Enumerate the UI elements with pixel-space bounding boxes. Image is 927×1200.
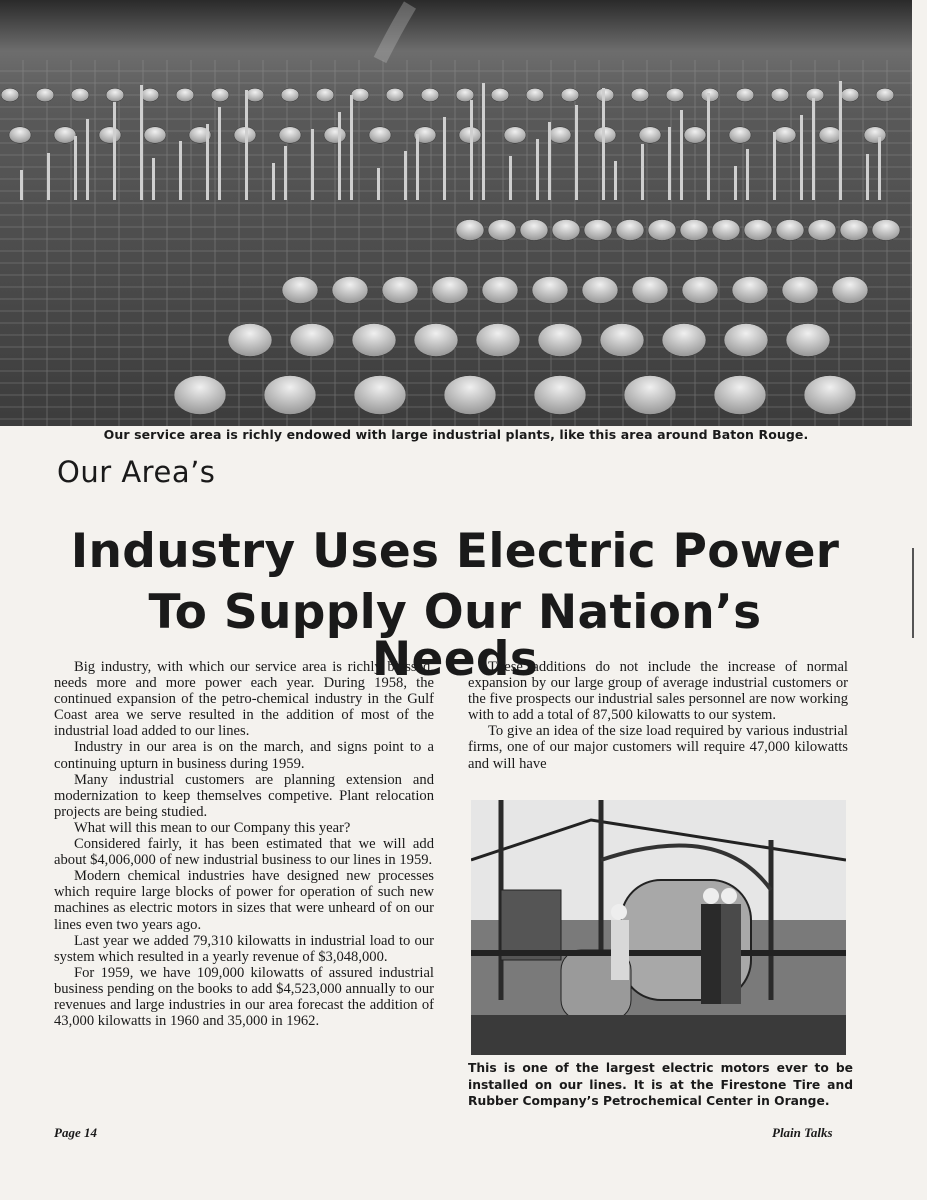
storage-tank bbox=[684, 127, 706, 144]
storage-tank bbox=[549, 127, 571, 144]
storage-tank bbox=[488, 220, 516, 241]
smokestack bbox=[443, 117, 446, 200]
paragraph: Many industrial customers are planning extension and modernization to keep themselves competive. Plant relocation projects are being studied. bbox=[54, 771, 434, 820]
side-photo-caption: This is one of the largest electric motors ever to be installed on our lines. It is at the Firestone Tire and Rubber Company’s Petrochemical Center in Orange. bbox=[468, 1061, 853, 1108]
smokestack bbox=[773, 132, 776, 200]
right-column bbox=[468, 659, 848, 772]
storage-tank bbox=[639, 127, 661, 144]
storage-tank bbox=[228, 324, 272, 357]
storage-tank bbox=[682, 277, 718, 304]
storage-tank bbox=[332, 277, 368, 304]
storage-tank bbox=[491, 88, 509, 102]
page-number: Page 14 bbox=[54, 1125, 97, 1140]
storage-tank bbox=[561, 88, 579, 102]
storage-tank bbox=[482, 277, 518, 304]
refinery-aerial-photo bbox=[0, 0, 912, 426]
electric-motor-photo bbox=[471, 800, 846, 1055]
smokestack bbox=[311, 129, 314, 200]
smokestack bbox=[47, 153, 50, 200]
smokestack bbox=[74, 136, 77, 200]
storage-tank bbox=[144, 127, 166, 144]
storage-tank bbox=[736, 88, 754, 102]
storage-tank bbox=[714, 376, 766, 415]
storage-tank bbox=[9, 127, 31, 144]
storage-tank bbox=[786, 324, 830, 357]
storage-tank bbox=[456, 220, 484, 241]
smokestack bbox=[602, 88, 605, 200]
storage-tank bbox=[526, 88, 544, 102]
storage-tank bbox=[666, 88, 684, 102]
storage-tank bbox=[421, 88, 439, 102]
smokestack bbox=[470, 100, 473, 200]
kicker-heading: Our Area’s bbox=[57, 455, 216, 489]
storage-tank bbox=[771, 88, 789, 102]
paragraph: Considered fairly, it has been estimated that we will add about $4,006,000 of new industrial business to our lines in 1959. bbox=[54, 836, 434, 869]
smokestack bbox=[152, 158, 155, 200]
smokestack bbox=[377, 168, 380, 200]
smokestack bbox=[575, 105, 578, 200]
storage-tank bbox=[211, 88, 229, 102]
storage-tank bbox=[246, 88, 264, 102]
storage-tank bbox=[71, 88, 89, 102]
storage-tank bbox=[106, 88, 124, 102]
storage-tank bbox=[432, 277, 468, 304]
storage-tank bbox=[600, 324, 644, 357]
storage-tank bbox=[774, 127, 796, 144]
storage-tank bbox=[744, 220, 772, 241]
storage-tank bbox=[840, 220, 868, 241]
smokestack bbox=[548, 122, 551, 200]
storage-tank bbox=[532, 277, 568, 304]
storage-tank bbox=[632, 277, 668, 304]
headline-line-1: Industry Uses Electric Power bbox=[70, 524, 840, 579]
smokestack bbox=[614, 161, 617, 200]
smokestack bbox=[140, 85, 143, 200]
smokestack bbox=[272, 163, 275, 200]
storage-tank bbox=[732, 277, 768, 304]
storage-tank bbox=[631, 88, 649, 102]
paragraph: Last year we added 79,310 kilowatts in industrial load to our system which resulted in a yearly revenue of $3,048,000. bbox=[54, 932, 434, 965]
smokestack bbox=[245, 90, 248, 200]
storage-tank bbox=[804, 376, 856, 415]
smokestack bbox=[746, 149, 749, 200]
storage-tank bbox=[552, 220, 580, 241]
storage-tank bbox=[351, 88, 369, 102]
storage-tank bbox=[624, 376, 676, 415]
motor-illustration bbox=[471, 800, 846, 1055]
storage-tank bbox=[864, 127, 886, 144]
publication-name: Plain Talks bbox=[772, 1125, 833, 1140]
storage-tank bbox=[776, 220, 804, 241]
storage-tank bbox=[584, 220, 612, 241]
smokestack bbox=[284, 146, 287, 200]
storage-tank bbox=[444, 376, 496, 415]
storage-tank bbox=[1, 88, 19, 102]
storage-tank bbox=[290, 324, 334, 357]
storage-tank bbox=[36, 88, 54, 102]
smokestack bbox=[86, 119, 89, 200]
storage-tank bbox=[782, 277, 818, 304]
storage-tank bbox=[386, 88, 404, 102]
storage-tank bbox=[520, 220, 548, 241]
storage-tank bbox=[832, 277, 868, 304]
storage-tank bbox=[316, 88, 334, 102]
storage-tank bbox=[176, 88, 194, 102]
top-photo-caption: Our service area is richly endowed with large industrial plants, like this area around Baton Rouge. bbox=[103, 427, 809, 442]
paragraph: To give an idea of the size load required by various industrial firms, one of our major customers will require 47,000 kilowatts and will have bbox=[468, 723, 848, 772]
smokestack bbox=[800, 115, 803, 200]
storage-tank bbox=[504, 127, 526, 144]
paragraph: What will this mean to our Company this year? bbox=[74, 819, 351, 836]
page-edge-mark bbox=[912, 548, 914, 638]
smokestack bbox=[416, 134, 419, 200]
smokestack bbox=[482, 83, 485, 200]
smokestack bbox=[404, 151, 407, 200]
storage-tank bbox=[456, 88, 474, 102]
smokestack bbox=[839, 81, 842, 200]
smokestack bbox=[878, 137, 881, 200]
smokestack bbox=[350, 95, 353, 200]
storage-tank bbox=[264, 376, 316, 415]
smokestack bbox=[113, 102, 116, 200]
left-column bbox=[54, 659, 434, 1029]
paragraph: Modern chemical industries have designed new processes which require large blocks of power for operation of such new machines as electric motors in sizes that were unheard of on our lines even two years ago. bbox=[54, 868, 434, 933]
storage-tank bbox=[99, 127, 121, 144]
storage-tank bbox=[54, 127, 76, 144]
smokestack bbox=[668, 127, 671, 200]
storage-tank bbox=[616, 220, 644, 241]
storage-tank bbox=[729, 127, 751, 144]
refinery-illustration bbox=[0, 0, 912, 426]
storage-tank bbox=[174, 376, 226, 415]
storage-tank bbox=[476, 324, 520, 357]
storage-tank bbox=[648, 220, 676, 241]
storage-tank bbox=[872, 220, 900, 241]
smokestack bbox=[812, 98, 815, 200]
storage-tank bbox=[354, 376, 406, 415]
smokestack bbox=[218, 107, 221, 200]
smokestack bbox=[20, 170, 23, 200]
storage-tank bbox=[282, 277, 318, 304]
storage-tank bbox=[712, 220, 740, 241]
paragraph: Industry in our area is on the march, and signs point to a continuing upturn in business during 1959. bbox=[54, 739, 434, 772]
smokestack bbox=[536, 139, 539, 200]
smokestack bbox=[734, 166, 737, 200]
smokestack bbox=[206, 124, 209, 200]
storage-tank bbox=[808, 220, 836, 241]
storage-tank bbox=[662, 324, 706, 357]
smokestack bbox=[509, 156, 512, 200]
paragraph: These additions do not include the increase of normal expansion by our large group of average industrial customers or the five prospects our industrial sales personnel are now working with to add a total of 87,500 kilowatts to our system. bbox=[468, 659, 848, 724]
smokestack bbox=[680, 110, 683, 200]
storage-tank bbox=[819, 127, 841, 144]
storage-tank bbox=[538, 324, 582, 357]
storage-tank bbox=[680, 220, 708, 241]
storage-tank bbox=[324, 127, 346, 144]
storage-tank bbox=[724, 324, 768, 357]
storage-tank bbox=[279, 127, 301, 144]
storage-tank bbox=[141, 88, 159, 102]
smokestack bbox=[641, 144, 644, 200]
headline-line-2: To Supply Our Nation’s Needs bbox=[148, 585, 762, 687]
smokestack bbox=[179, 141, 182, 200]
storage-tank bbox=[352, 324, 396, 357]
storage-tank bbox=[876, 88, 894, 102]
smokestack bbox=[866, 154, 869, 200]
paragraph: For 1959, we have 109,000 kilowatts of assured industrial business pending on the books to add $4,523,000 annually to our revenues and large industries in our area forecast the addition of 43,000 kilowatts in 1960 and 35,000 in 1962. bbox=[54, 964, 434, 1030]
storage-tank bbox=[841, 88, 859, 102]
smokestack bbox=[707, 93, 710, 200]
storage-tank bbox=[582, 277, 618, 304]
smokestack bbox=[338, 112, 341, 200]
storage-tank bbox=[281, 88, 299, 102]
storage-tank bbox=[534, 376, 586, 415]
storage-tank bbox=[382, 277, 418, 304]
storage-tank bbox=[369, 127, 391, 144]
paragraph: Big industry, with which our service area is richly blessed, needs more and more power each year. During 1958, the continued expansion of the petro-chemical industry in the Gulf Coast area we serve resulted in the addition of most of the industrial load added to our lines. bbox=[54, 659, 434, 740]
storage-tank bbox=[414, 324, 458, 357]
